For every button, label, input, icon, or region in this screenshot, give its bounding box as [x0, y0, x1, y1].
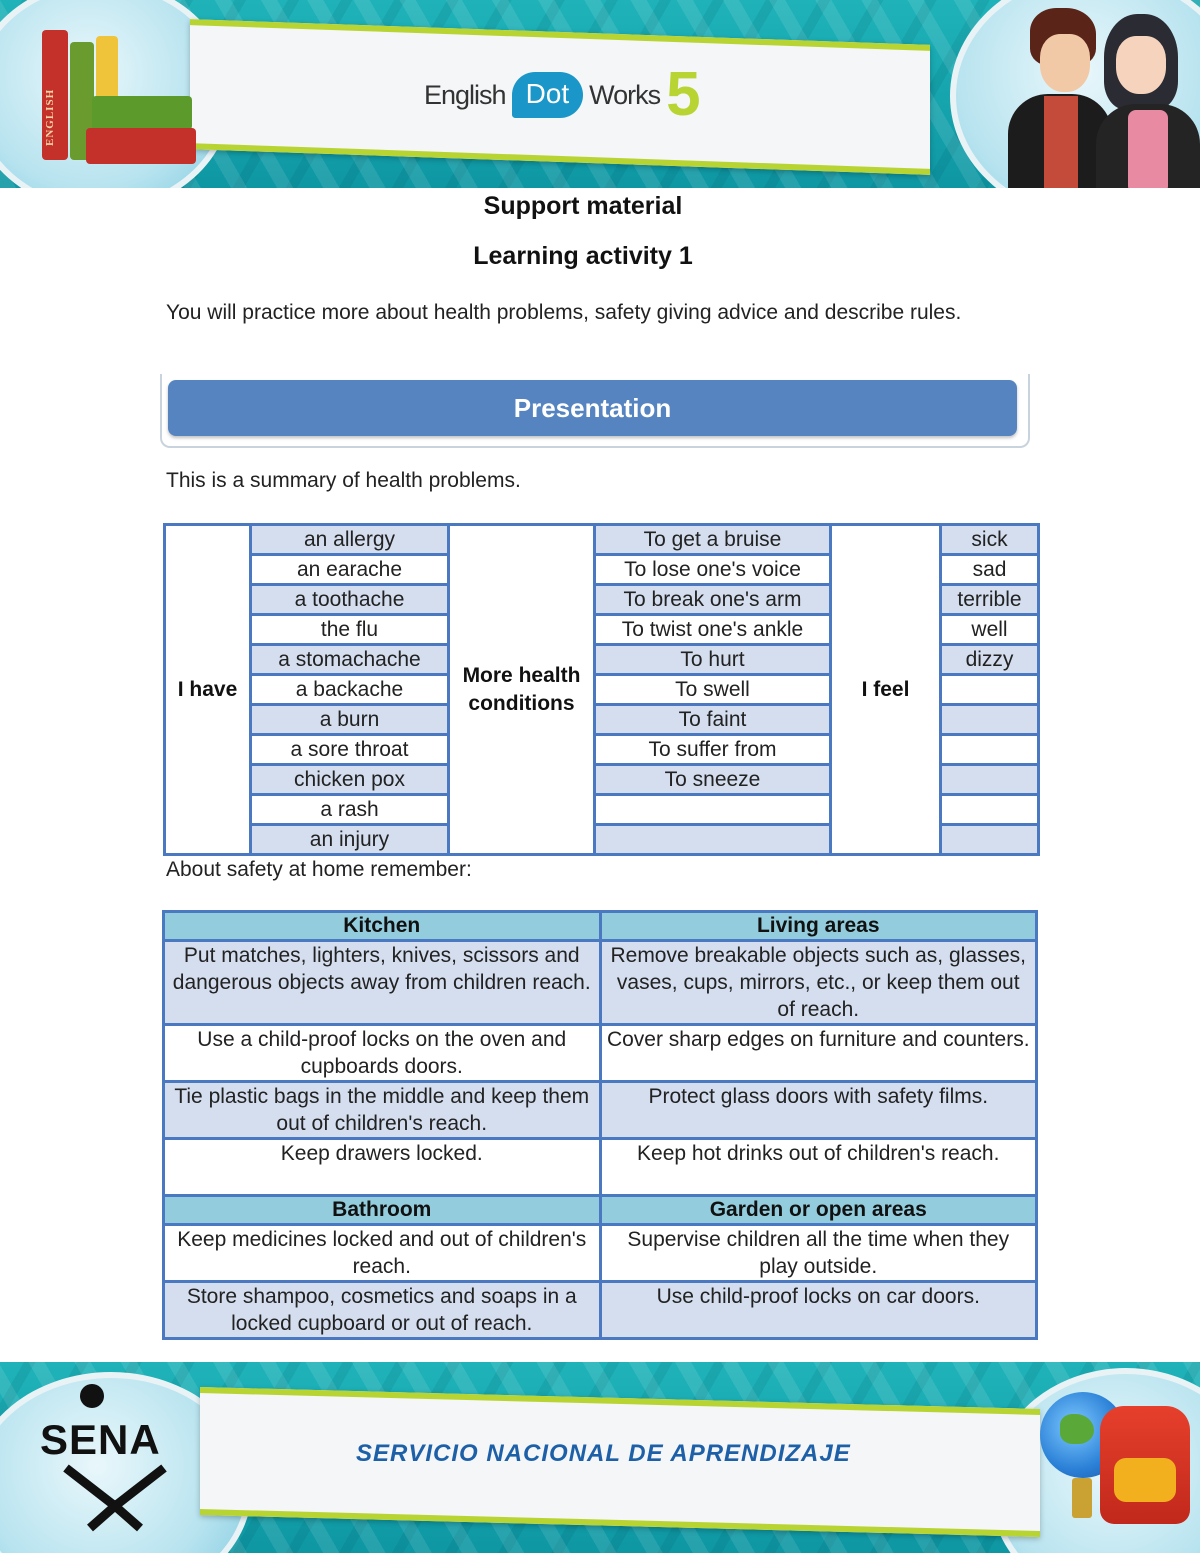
safety-tip-right: Supervise children all the time when they play outside. — [600, 1225, 1037, 1282]
health-problems-table — [163, 523, 1040, 856]
safety-tip-left: Store shampoo, cosmetics and soaps in a locked cupboard or out of reach. — [164, 1282, 601, 1339]
table-header-row — [164, 912, 1037, 941]
presentation-heading: Presentation — [168, 380, 1017, 436]
table-row — [164, 1282, 1037, 1339]
girl-shirt — [1128, 110, 1168, 188]
safety-tip-left: Use a child-proof locks on the oven and cupboards doors. — [164, 1025, 601, 1082]
kitchen-header: Kitchen — [164, 912, 601, 941]
girl-face — [1116, 36, 1166, 94]
feeling-cell — [941, 765, 1039, 795]
globe-land — [1060, 1414, 1094, 1444]
health-problem-cell: an allergy — [251, 525, 449, 555]
health-condition-cell: To break one's arm — [595, 585, 831, 615]
table-row — [164, 1139, 1037, 1196]
feeling-cell: sad — [941, 555, 1039, 585]
living-areas-header: Living areas — [600, 912, 1037, 941]
book-icon — [92, 96, 192, 130]
summary-text: This is a summary of health problems. — [166, 469, 521, 492]
feeling-cell — [941, 675, 1039, 705]
safety-title: About safety at home remember: — [166, 858, 472, 881]
table-row — [164, 1082, 1037, 1139]
table-header-row — [164, 1196, 1037, 1225]
home-safety-table — [162, 910, 1038, 1340]
footer-banner — [0, 1362, 1200, 1553]
health-problem-cell: an injury — [251, 825, 449, 855]
health-problem-cell: a sore throat — [251, 735, 449, 765]
learning-activity-title: Learning activity 1 — [473, 242, 693, 270]
backpack-pocket — [1114, 1458, 1176, 1502]
safety-tip-left: Put matches, lighters, knives, scissors and dangerous objects away from children reach. — [164, 941, 601, 1025]
sena-logo-text: SENA — [40, 1416, 161, 1463]
logo-works: Works — [589, 79, 661, 110]
feeling-cell: well — [941, 615, 1039, 645]
sena-logo-dot — [80, 1384, 104, 1408]
header-banner — [0, 0, 1200, 188]
table-row — [164, 1025, 1037, 1082]
logo-number: 5 — [666, 60, 701, 129]
logo-dot-bubble: Dot — [512, 72, 584, 118]
sena-logo-mark — [60, 1462, 170, 1532]
health-problem-cell: chicken pox — [251, 765, 449, 795]
health-problem-cell: a stomachache — [251, 645, 449, 675]
health-condition-cell: To get a bruise — [595, 525, 831, 555]
health-problem-cell: the flu — [251, 615, 449, 645]
feeling-cell: terrible — [941, 585, 1039, 615]
books-label: ENGLISH — [44, 88, 56, 146]
health-condition-cell: To suffer from — [595, 735, 831, 765]
health-condition-cell: To twist one's ankle — [595, 615, 831, 645]
i-feel-label: I feel — [831, 525, 941, 855]
health-condition-cell: To lose one's voice — [595, 555, 831, 585]
i-have-label: I have — [165, 525, 251, 855]
health-condition-cell — [595, 825, 831, 855]
health-condition-cell: To hurt — [595, 645, 831, 675]
feeling-cell: dizzy — [941, 645, 1039, 675]
safety-tip-right: Keep hot drinks out of children's reach. — [600, 1139, 1037, 1196]
boy-shirt — [1044, 96, 1078, 188]
safety-tip-right: Protect glass doors with safety films. — [600, 1082, 1037, 1139]
health-problem-cell: a rash — [251, 795, 449, 825]
health-problem-cell: a toothache — [251, 585, 449, 615]
logo-english: English — [424, 79, 506, 110]
english-dot-works-logo — [424, 60, 701, 130]
health-condition-cell — [595, 795, 831, 825]
boy-face — [1040, 34, 1090, 92]
safety-tip-left: Tie plastic bags in the middle and keep them out of children's reach. — [164, 1082, 601, 1139]
table-row — [164, 1225, 1037, 1282]
health-problem-cell: a burn — [251, 705, 449, 735]
health-condition-cell: To faint — [595, 705, 831, 735]
safety-tip-left: Keep drawers locked. — [164, 1139, 601, 1196]
health-problem-cell: a backache — [251, 675, 449, 705]
health-condition-cell: To sneeze — [595, 765, 831, 795]
feeling-cell — [941, 795, 1039, 825]
feeling-cell — [941, 825, 1039, 855]
health-condition-cell: To swell — [595, 675, 831, 705]
table-row — [165, 525, 1039, 555]
globe-stand — [1072, 1478, 1092, 1518]
feeling-cell — [941, 735, 1039, 765]
intro-paragraph: You will practice more about health problems, safety giving advice and describe rules. — [166, 301, 962, 324]
more-health-conditions-label: More health conditions — [449, 525, 595, 855]
institution-name: SERVICIO NACIONAL DE APRENDIZAJE — [356, 1440, 851, 1467]
safety-tip-right: Cover sharp edges on furniture and counters. — [600, 1025, 1037, 1082]
support-material-title: Support material — [483, 192, 683, 220]
book-icon — [86, 128, 196, 164]
garden-header: Garden or open areas — [600, 1196, 1037, 1225]
safety-tip-left: Keep medicines locked and out of children's reach. — [164, 1225, 601, 1282]
bathroom-header: Bathroom — [164, 1196, 601, 1225]
feeling-cell — [941, 705, 1039, 735]
health-problem-cell: an earache — [251, 555, 449, 585]
feeling-cell: sick — [941, 525, 1039, 555]
safety-tip-right: Use child-proof locks on car doors. — [600, 1282, 1037, 1339]
table-row — [164, 941, 1037, 1025]
safety-tip-right: Remove breakable objects such as, glasses, vases, cups, mirrors, etc., or keep them out of reach. — [600, 941, 1037, 1025]
